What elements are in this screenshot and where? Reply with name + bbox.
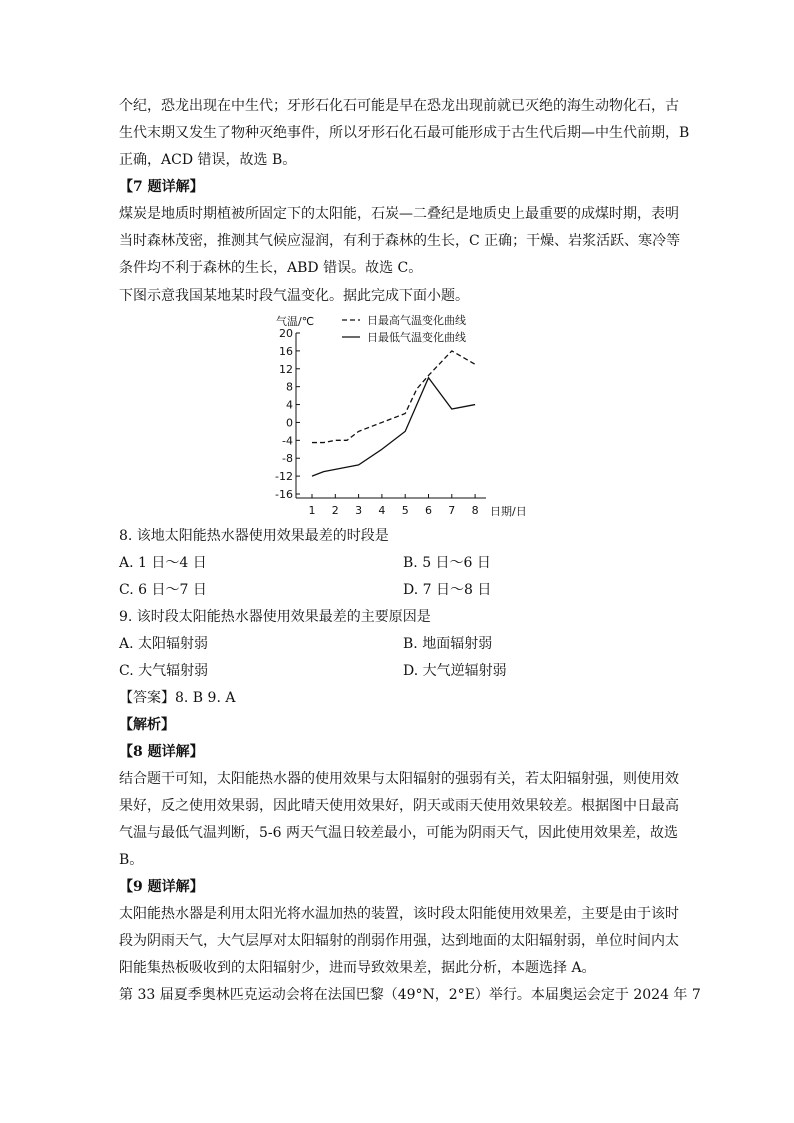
y-tick-label: 4 [286, 398, 293, 412]
q9-option-c[interactable]: C. 大气辐射弱 [119, 663, 209, 679]
x-tick-label: 8 [471, 504, 479, 517]
text-line: 结合题干可知，太阳能热水器的使用效果与太阳辐射的强弱有关，若太阳辐射强，则使用效 [119, 771, 679, 787]
q8-option-b[interactable]: B. 5 日～6 日 [403, 555, 491, 571]
text-line: 当时森林茂密，推测其气候应湿润，有利于森林的生长，C 正确；干燥、岩浆活跃、寒冷等 [119, 233, 681, 249]
q8-stem: 8. 该地太阳能热水器使用效果最差的时段是 [119, 528, 389, 544]
q8-option-a[interactable]: A. 1 日～4 日 [119, 555, 207, 571]
x-tick-label: 5 [401, 504, 409, 517]
x-axis-label: 日期/日 [490, 505, 527, 518]
x-tick-label: 6 [425, 504, 432, 517]
q9-option-d[interactable]: D. 大气逆辐射弱 [403, 663, 507, 679]
q7-header: 【7 题详解】 [119, 179, 204, 195]
y-tick-label: -4 [282, 434, 293, 448]
x-tick-label: 2 [331, 504, 339, 517]
text-line: 条件均不利于森林的生长，ABD 错误。故选 C。 [119, 260, 423, 276]
q8-header: 【8 题详解】 [119, 744, 204, 760]
y-tick-label: 12 [279, 362, 293, 376]
text-line: 段为阴雨天气，大气层厚对太阳辐射的削弱作用强，达到地面的太阳辐射弱，单位时间内太 [119, 933, 679, 949]
max-temp-line [312, 351, 475, 443]
y-tick-label: -16 [275, 488, 293, 501]
legend-label: 日最低气温变化曲线 [367, 331, 466, 344]
x-tick-label: 3 [355, 504, 363, 517]
chart-intro: 下图示意我国某地某时段气温变化。据此完成下面小题。 [119, 288, 469, 304]
text-line: 生代末期又发生了物种灭绝事件，所以牙形石化石最可能形成于古生代后期—中生代前期，B [119, 125, 690, 141]
min-temp-line [312, 378, 475, 476]
q8-option-d[interactable]: D. 7 日～8 日 [403, 582, 492, 598]
legend-label: 日最高气温变化曲线 [367, 314, 466, 327]
q8-option-c[interactable]: C. 6 日～7 日 [119, 582, 207, 598]
text-line: 太阳能热水器是利用太阳光将水温加热的装置，该时段太阳能使用效果差，主要是由于该时 [119, 906, 679, 922]
text-line: 阳能集热板吸收到的太阳辐射少，进而导致效果差，据此分析，本题选择 A。 [119, 960, 596, 976]
x-tick-label: 7 [448, 504, 456, 517]
text-line: 果好，反之使用效果弱，因此晴天使用效果好，阴天或雨天使用效果较差。根据图中日最高 [119, 798, 679, 814]
text-line: 正确，ACD 错误，故选 B。 [119, 152, 297, 168]
y-tick-label: 0 [286, 416, 293, 430]
text-line: 煤炭是地质时期植被所固定下的太阳能，石炭—二叠纪是地质史上最重要的成煤时期，表明 [119, 206, 679, 222]
answer-line: 【答案】8. B 9. A [119, 690, 236, 706]
y-tick-label: -8 [282, 452, 293, 466]
x-tick-label: 4 [378, 504, 386, 517]
y-axis-label: 气温/℃ [276, 315, 315, 328]
x-tick-label: 1 [308, 504, 316, 517]
text-line: B。 [119, 852, 144, 868]
q9-stem: 9. 该时段太阳能热水器使用效果最差的主要原因是 [119, 609, 431, 625]
y-tick-label: 20 [279, 327, 293, 340]
y-tick-label: -12 [275, 470, 293, 484]
q9-option-a[interactable]: A. 太阳辐射弱 [119, 636, 209, 652]
text-line: 气温与最低气温判断，5-6 两天气温日较差最小，可能为阴雨天气，因此使用效果差，故选 [119, 825, 678, 841]
q9-header: 【9 题详解】 [119, 879, 204, 895]
y-tick-label: 8 [286, 380, 293, 394]
temperature-chart [268, 308, 538, 518]
text-line: 第 33 届夏季奥林匹克运动会将在法国巴黎（49°N，2°E）举行。本届奥运会定于 2024 年 7 [119, 987, 701, 1003]
q9-option-b[interactable]: B. 地面辐射弱 [403, 636, 493, 652]
analysis-header: 【解析】 [119, 717, 175, 733]
text-line: 个纪，恐龙出现在中生代；牙形石化石可能是早在恐龙出现前就已灭绝的海生动物化石，古 [119, 98, 679, 114]
y-tick-label: 16 [279, 344, 293, 358]
